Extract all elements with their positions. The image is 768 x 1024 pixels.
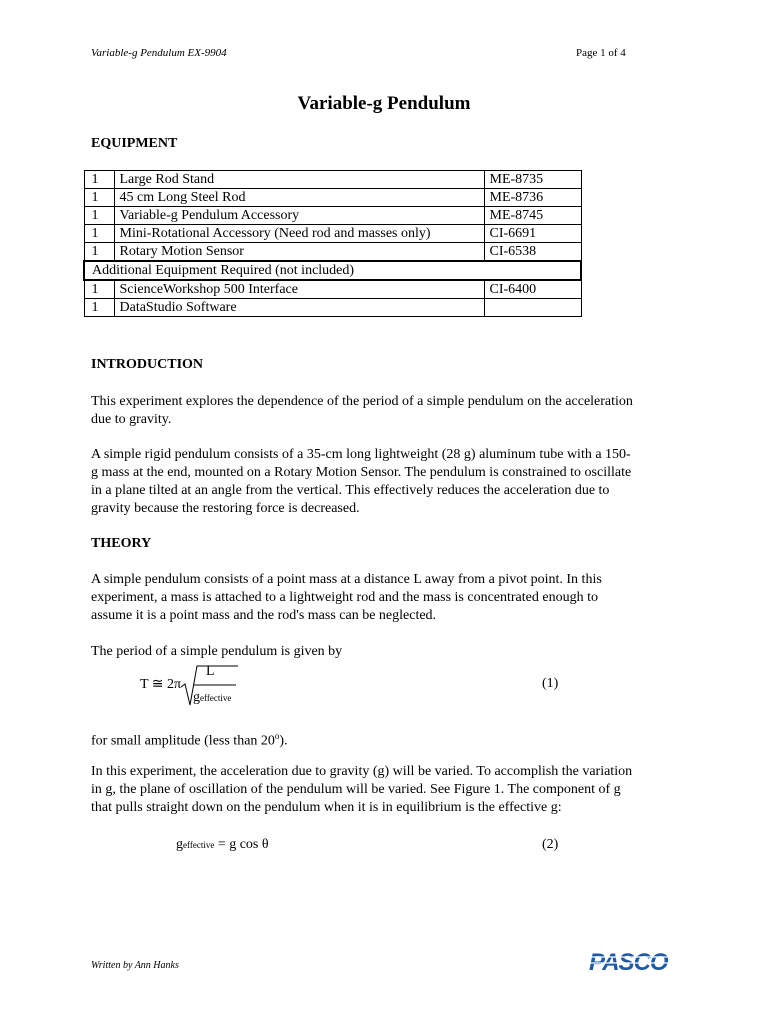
table-row bbox=[84, 207, 581, 225]
code-cell: ME-8736 bbox=[484, 189, 581, 207]
equipment-table bbox=[83, 170, 582, 317]
item-cell: Mini-Rotational Accessory (Need rod and masses only) bbox=[114, 225, 484, 243]
table-section-row bbox=[84, 261, 581, 280]
header-page-number: Page 1 of 4 bbox=[576, 47, 626, 59]
text-line: in a plane tilted at an angle from the vertical. This effectively reduces the acceleration due to bbox=[91, 483, 610, 498]
equipment-heading: EQUIPMENT bbox=[91, 136, 178, 151]
code-cell: CI-6400 bbox=[484, 280, 581, 299]
item-cell: Rotary Motion Sensor bbox=[114, 243, 484, 262]
equation-1-subscript: effective bbox=[200, 693, 232, 703]
equation-2-rhs: = g cos θ bbox=[214, 837, 269, 852]
text-line: experiment, a mass is attached to a lightweight rod and the mass is concentrated enough to bbox=[91, 590, 598, 605]
qty-cell: 1 bbox=[84, 280, 114, 299]
text-line: g mass at the end, mounted on a Rotary Motion Sensor. The pendulum is constrained to oscillate bbox=[91, 465, 632, 480]
theory-paragraph-3 bbox=[91, 727, 681, 751]
text-span: for small amplitude (less than 20 bbox=[91, 733, 275, 749]
text-line: A simple rigid pendulum consists of a 35-cm long lightweight (28 g) aluminum tube with a 150- bbox=[91, 447, 631, 462]
pasco-logo bbox=[588, 948, 680, 974]
item-cell: Variable-g Pendulum Accessory bbox=[114, 207, 484, 225]
page-title: Variable-g Pendulum bbox=[297, 93, 471, 114]
pasco-logo-text: PASCO bbox=[589, 949, 668, 974]
table-row bbox=[84, 225, 581, 243]
introduction-paragraph-1 bbox=[91, 393, 681, 429]
theory-heading: THEORY bbox=[91, 536, 152, 551]
item-cell: Large Rod Stand bbox=[114, 171, 484, 189]
equation-1-lhs: T ≅ 2π bbox=[140, 677, 182, 692]
equation-2 bbox=[176, 837, 269, 853]
item-cell: DataStudio Software bbox=[114, 299, 484, 317]
introduction-heading: INTRODUCTION bbox=[91, 357, 204, 372]
theory-paragraph-1 bbox=[91, 571, 681, 625]
qty-cell: 1 bbox=[84, 243, 114, 262]
theory-paragraph-2: The period of a simple pendulum is given by bbox=[91, 644, 343, 659]
code-cell bbox=[484, 299, 581, 317]
theory-paragraph-4 bbox=[91, 763, 681, 817]
equation-1-g: g bbox=[193, 690, 200, 705]
superscript: o bbox=[274, 731, 280, 741]
footer-author: Written by Ann Hanks bbox=[91, 960, 179, 971]
text-line: A simple pendulum consists of a point mass at a distance L away from a pivot point. In this bbox=[91, 572, 602, 587]
equation-2-g: g bbox=[176, 837, 183, 852]
text-line: that pulls straight down on the pendulum when it is in equilibrium is the effective g: bbox=[91, 800, 562, 815]
text-line: due to gravity. bbox=[91, 412, 172, 427]
table-row bbox=[84, 280, 581, 299]
text-line: in g, the plane of oscillation of the pendulum will be varied. See Figure 1. The component of g bbox=[91, 782, 621, 797]
table-row bbox=[84, 243, 581, 262]
equation-2-number: (2) bbox=[542, 837, 559, 852]
qty-cell: 1 bbox=[84, 225, 114, 243]
code-cell: CI-6691 bbox=[484, 225, 581, 243]
code-cell: ME-8745 bbox=[484, 207, 581, 225]
qty-cell: 1 bbox=[84, 299, 114, 317]
table-row bbox=[84, 299, 581, 317]
text-line: gravity because the restoring force is decreased. bbox=[91, 501, 360, 516]
equation-1-numerator: L bbox=[206, 664, 215, 679]
text-line: assume it is a point mass and the rod's mass can be neglected. bbox=[91, 608, 437, 623]
text-line: In this experiment, the acceleration due to gravity (g) will be varied. To accomplish the variation bbox=[91, 764, 633, 779]
table-row bbox=[84, 189, 581, 207]
introduction-paragraph-2 bbox=[91, 446, 681, 518]
text-span: ). bbox=[279, 733, 288, 749]
additional-equipment-label: Additional Equipment Required (not included) bbox=[84, 261, 581, 280]
table-row bbox=[84, 171, 581, 189]
header-document-id: Variable-g Pendulum EX-9904 bbox=[91, 47, 227, 59]
code-cell: CI-6538 bbox=[484, 243, 581, 262]
equation-2-subscript: effective bbox=[183, 840, 215, 850]
qty-cell: 1 bbox=[84, 189, 114, 207]
item-cell: ScienceWorkshop 500 Interface bbox=[114, 280, 484, 299]
equation-1-denominator bbox=[193, 690, 231, 706]
item-cell: 45 cm Long Steel Rod bbox=[114, 189, 484, 207]
qty-cell: 1 bbox=[84, 207, 114, 225]
qty-cell: 1 bbox=[84, 171, 114, 189]
text-line: This experiment explores the dependence of the period of a simple pendulum on the acceleration bbox=[91, 394, 633, 409]
equation-1-number: (1) bbox=[542, 676, 559, 691]
code-cell: ME-8735 bbox=[484, 171, 581, 189]
